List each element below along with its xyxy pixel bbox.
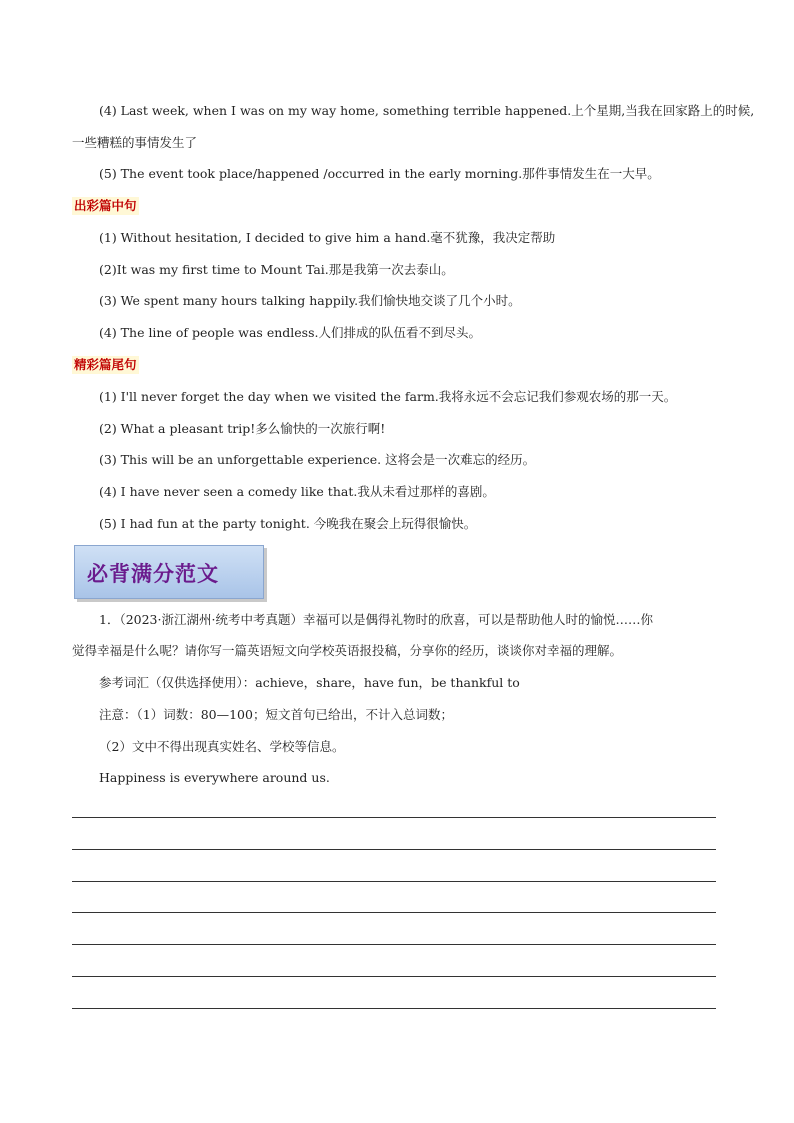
sentence-5: (5) The event took place/happened /occurred in the early morning.那件事情发生在一大早。	[99, 166, 660, 181]
answer-line[interactable]	[72, 849, 716, 850]
sentence-4-continued: 一些糟糕的事情发生了	[72, 135, 198, 150]
middle-item-2: (2)It was my first time to Mount Tai.那是我第一次去泰山。	[99, 262, 454, 277]
task-question-continued: 觉得幸福是什么呢？请你写一篇英语短文向学校英语报投稿，分享你的经历，谈谈你对幸福的理解。	[72, 643, 623, 658]
ending-item-1: (1) I'll never forget the day when we visited the farm.我将永远不会忘记我们参观农场的那一天。	[99, 389, 677, 404]
answer-line[interactable]	[72, 976, 716, 977]
note-1: 注意：（1）词数：80—100；短文首句已给出，不计入总词数；	[99, 707, 453, 722]
answer-line[interactable]	[72, 1008, 716, 1009]
banner-title: 必背满分范文	[87, 562, 219, 586]
middle-item-1: (1) Without hesitation, I decided to give him a hand.毫不犹豫，我决定帮助	[99, 230, 556, 245]
answer-line[interactable]	[72, 944, 716, 945]
ending-item-5: (5) I had fun at the party tonight. 今晚我在聚会上玩得很愉快。	[99, 516, 477, 531]
ending-item-3: (3) This will be an unforgettable experience. 这将会是一次难忘的经历。	[99, 452, 536, 467]
middle-section-tag: 出彩篇中句	[74, 198, 137, 213]
ending-item-2: (2) What a pleasant trip!多么愉快的一次旅行啊!	[99, 421, 386, 436]
answer-line[interactable]	[72, 912, 716, 913]
essay-first-sentence: Happiness is everywhere around us.	[99, 770, 330, 785]
middle-item-3: (3) We spent many hours talking happily.我们愉快地交谈了几个小时。	[99, 293, 521, 308]
ending-item-4: (4) I have never seen a comedy like that.我从未看过那样的喜剧。	[99, 484, 495, 499]
answer-line[interactable]	[72, 817, 716, 818]
answer-line[interactable]	[72, 881, 716, 882]
note-2: （2）文中不得出现真实姓名、学校等信息。	[99, 739, 345, 754]
sentence-4: (4) Last week, when I was on my way home, something terrible happened.上个星期,当我在回家路上的时候,	[99, 103, 755, 118]
model-essay-banner	[74, 545, 264, 599]
ending-section-tag: 精彩篇尾句	[74, 357, 137, 372]
task-question: 1．（2023·浙江湖州·统考中考真题）幸福可以是偶得礼物时的欣喜，可以是帮助他人时的愉悦……你	[99, 612, 653, 627]
vocab-hint: 参考词汇（仅供选择使用）：achieve，share，have fun，be thankful to	[99, 675, 520, 690]
middle-item-4: (4) The line of people was endless.人们排成的队伍看不到尽头。	[99, 325, 481, 340]
